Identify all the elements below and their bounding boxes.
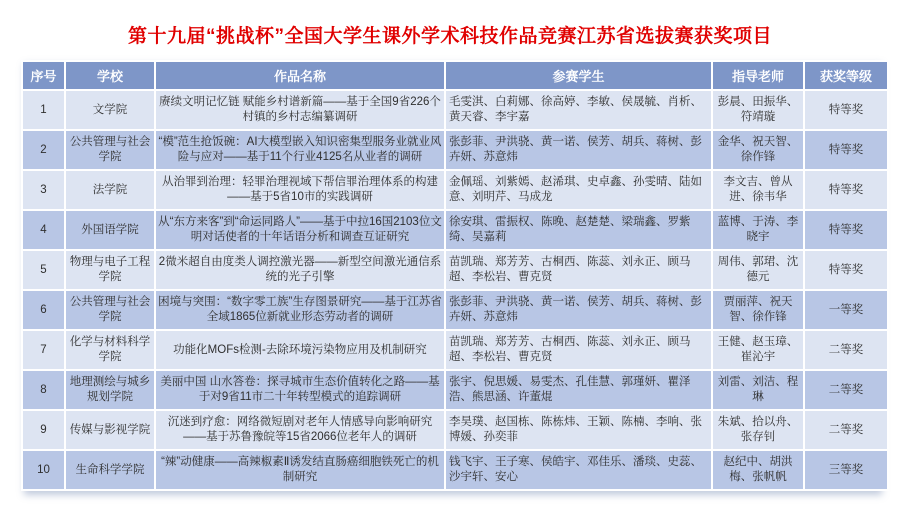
- table-row: [23, 451, 887, 489]
- cell-no: 9: [23, 411, 64, 449]
- cell-no: 7: [23, 331, 64, 369]
- cell-work: “辣”动健康——高辣椒素Ⅱ诱发结直肠癌细胞铁死亡的机制研究: [156, 451, 444, 489]
- cell-award: 特等奖: [805, 131, 887, 169]
- cell-teachers: 贾丽萍、祝天智、徐作锋: [713, 291, 803, 329]
- cell-school: 公共管理与社会学院: [66, 291, 154, 329]
- cell-teachers: 周伟、郭珺、沈德元: [713, 251, 803, 289]
- cell-no: 10: [23, 451, 64, 489]
- cell-school: 公共管理与社会学院: [66, 131, 154, 169]
- cell-work: 2微米超自由度类人调控激光器——新型空间激光通信系统的光子引擎: [156, 251, 444, 289]
- table-row: [23, 371, 887, 409]
- cell-students: 毛雯淇、白莉娜、徐高婷、李敏、侯晟毓、肖析、黄天睿、李宇嘉: [446, 91, 711, 129]
- page-title: 第十九届“挑战杯”全国大学生课外学术科技作品竞赛江苏省选拔赛获奖项目: [127, 26, 772, 47]
- cell-school: 外国语学院: [66, 211, 154, 249]
- cell-award: 特等奖: [805, 251, 887, 289]
- cell-award: 二等奖: [805, 331, 887, 369]
- table-row: [23, 131, 887, 169]
- cell-school: 传媒与影视学院: [66, 411, 154, 449]
- cell-award: 二等奖: [805, 411, 887, 449]
- cell-work: 从“东方来客”到“命运同路人”——基于中拉16国2103位文明对话使者的十年话语分析和调查互证研究: [156, 211, 444, 249]
- table-row: [23, 171, 887, 209]
- cell-teachers: 赵纪中、胡洪梅、张帆帆: [713, 451, 803, 489]
- cell-students: 张宇、倪思媛、易雯杰、孔佳慧、郭瑾妍、瞿泽浩、熊思涵、许董焜: [446, 371, 711, 409]
- cell-no: 2: [23, 131, 64, 169]
- cell-award: 特等奖: [805, 171, 887, 209]
- cell-award: 二等奖: [805, 371, 887, 409]
- cell-school: 化学与材料科学学院: [66, 331, 154, 369]
- cell-award: 特等奖: [805, 211, 887, 249]
- cell-students: 苗凯瑞、郑芳芳、古桐西、陈蕊、刘永正、顾马超、李松岩、曹克贤: [446, 331, 711, 369]
- table-row: [23, 211, 887, 249]
- cell-no: 1: [23, 91, 64, 129]
- awards-table: [21, 60, 879, 491]
- column-header-award: 获奖等级: [805, 62, 887, 89]
- cell-students: 钱飞宇、王子寒、侯皓宇、邓佳乐、潘琰、史蕊、沙宇轩、安心: [446, 451, 711, 489]
- cell-teachers: 蓝博、于涛、李晓宇: [713, 211, 803, 249]
- cell-school: 地理测绘与城乡规划学院: [66, 371, 154, 409]
- cell-no: 3: [23, 171, 64, 209]
- cell-students: 张彭菲、尹洪骁、黄一诺、侯芳、胡兵、蒋树、彭卉妍、苏意炜: [446, 131, 711, 169]
- cell-teachers: 王健、赵玉璋、崔沁宇: [713, 331, 803, 369]
- column-header-students: 参赛学生: [446, 62, 711, 89]
- cell-work: “模”范生抢饭碗：AI大模型嵌入知识密集型服务业就业风险与应对——基于11个行业4125名从业者的调研: [156, 131, 444, 169]
- table-body: [23, 91, 887, 489]
- cell-teachers: 彭晨、田振华、符靖璇: [713, 91, 803, 129]
- column-header-no: 序号: [23, 62, 64, 89]
- cell-work: 功能化MOFs检测-去除环境污染物应用及机制研究: [156, 331, 444, 369]
- cell-students: 张彭菲、尹洪骁、黄一诺、侯芳、胡兵、蒋树、彭卉妍、苏意炜: [446, 291, 711, 329]
- column-header-work: 作品名称: [156, 62, 444, 89]
- table-row: [23, 291, 887, 329]
- table-header-row: [23, 62, 887, 89]
- table-row: [23, 251, 887, 289]
- cell-work: 赓续文明记忆链 赋能乡村谱新篇——基于全国9省226个村镇的乡村志编纂调研: [156, 91, 444, 129]
- cell-students: 李昊璞、赵国栋、陈栋炜、王颖、陈楠、李响、张博媛、孙奕菲: [446, 411, 711, 449]
- cell-teachers: 李文吉、曾从进、徐韦华: [713, 171, 803, 209]
- cell-school: 物理与电子工程学院: [66, 251, 154, 289]
- cell-teachers: 金华、祝天智、徐作锋: [713, 131, 803, 169]
- table-row: [23, 91, 887, 129]
- cell-no: 8: [23, 371, 64, 409]
- table-row: [23, 411, 887, 449]
- cell-work: 美丽中国 山水答卷：探寻城市生态价值转化之路——基于对9省11市二十年转型模式的追踪调研: [156, 371, 444, 409]
- cell-award: 特等奖: [805, 91, 887, 129]
- cell-school: 法学院: [66, 171, 154, 209]
- cell-no: 6: [23, 291, 64, 329]
- cell-work: 困境与突围：“数字零工族”生存图景研究——基于江苏省全域1865位新就业形态劳动者的调研: [156, 291, 444, 329]
- cell-teachers: 刘雷、刘洁、程琳: [713, 371, 803, 409]
- cell-work: 沉迷到疗愈：网络微短剧对老年人情感导向影响研究——基于苏鲁豫皖等15省2066位老年人的调研: [156, 411, 444, 449]
- cell-award: 一等奖: [805, 291, 887, 329]
- cell-teachers: 朱斌、拾以舟、张存钊: [713, 411, 803, 449]
- table-row: [23, 331, 887, 369]
- cell-students: 苗凯瑞、郑芳芳、古桐西、陈蕊、刘永正、顾马超、李松岩、曹克贤: [446, 251, 711, 289]
- cell-work: 从治罪到治理：轻罪治理视域下帮信罪治理体系的构建——基于5省10市的实践调研: [156, 171, 444, 209]
- cell-school: 生命科学学院: [66, 451, 154, 489]
- cell-award: 三等奖: [805, 451, 887, 489]
- cell-school: 文学院: [66, 91, 154, 129]
- cell-no: 4: [23, 211, 64, 249]
- column-header-teachers: 指导老师: [713, 62, 803, 89]
- cell-no: 5: [23, 251, 64, 289]
- cell-students: 金佩瑶、刘紫嫣、赵浠琪、史卓鑫、孙雯晴、陆如意、刘明芹、马成龙: [446, 171, 711, 209]
- column-header-school: 学校: [66, 62, 154, 89]
- cell-students: 徐安琪、雷振权、陈晚、赵楚楚、梁瑞鑫、罗紫绮、吴嘉莉: [446, 211, 711, 249]
